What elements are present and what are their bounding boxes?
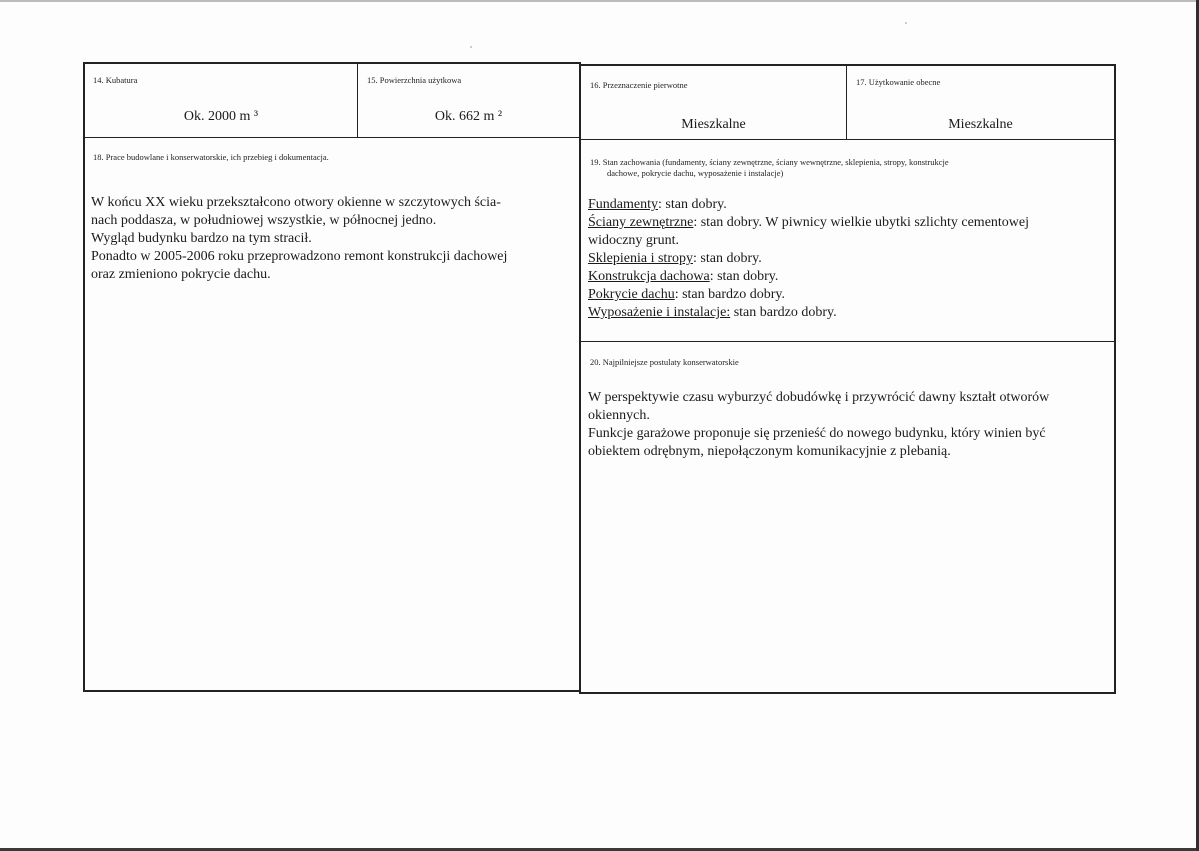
field-text [588,389,1049,461]
condition-item [588,268,1029,286]
field-label: 14. Kubatura [93,75,138,85]
field-label-cont: dachowe, pokrycie dachu, wyposażenie i instalacje) [607,168,784,178]
scan-edge-top [0,0,1199,2]
field-label: 19. Stan zachowania (fundamenty, ściany zewnętrzne, ściany wewnętrzne, sklepienia, stropy, konstrukcje [590,157,949,167]
field-text [91,194,507,284]
field-label: 15. Powierzchnia użytkowa [367,75,462,85]
condition-text: : stan dobry. W piwnicy wielkie ubytki szlichty cementowej [693,215,1030,230]
text-line: W perspektywie czasu wyburzyć dobudówkę i przywrócić dawny kształt otworów [588,390,1050,405]
condition-item [588,286,1029,304]
condition-term: Konstrukcja dachowa [588,269,710,284]
condition-item [588,232,1029,250]
text-line: Funkcje garażowe proponuje się przenieść do nowego budynku, który winien być [588,426,1046,441]
row-divider-19-20 [579,341,1116,342]
field-text [588,196,1029,322]
scan-speck [470,46,472,48]
text-line: Wygląd budynku bardzo na tym stracił. [91,231,312,246]
field-value: Mieszkalne [681,117,746,132]
border-left [83,62,85,691]
field-value: Mieszkalne [948,117,1013,132]
text-line: Ponadto w 2005-2006 roku przeprowadzono remont konstrukcji dachowej [91,249,508,264]
field-label: 17. Użytkowanie obecne [856,77,941,87]
row-divider-left [83,137,581,138]
border-top-right [579,64,1116,66]
row-divider-right [579,139,1116,140]
condition-text: : stan bardzo dobry. [674,287,785,302]
col-divider-14-15 [357,62,358,138]
condition-item [588,304,1029,322]
col-divider-main [579,62,581,692]
text-line: nach poddasza, w południowej wszystkie, w północnej jedno. [91,213,437,228]
condition-text: : stan dobry. [658,197,727,212]
text-line: oraz zmieniono pokrycie dachu. [91,267,271,282]
condition-item [588,196,1029,214]
field-label: 16. Przeznaczenie pierwotne [590,80,688,90]
condition-text: stan bardzo dobry. [730,305,837,320]
border-top-left [83,62,581,64]
field-label: 20. Najpilniejsze postulaty konserwatorskie [590,357,739,367]
field-value: Ok. 2000 m ³ [183,109,259,124]
text-line: W końcu XX wieku przekształcono otwory okienne w szczytowych ścia- [91,195,501,210]
condition-text: widoczny grunt. [588,233,679,248]
text-line: okiennych. [588,408,650,423]
field-label: 18. Prace budowlane i konserwatorskie, ich przebieg i dokumentacja. [93,152,329,162]
condition-term: Fundamenty [588,197,658,212]
condition-item [588,214,1029,232]
text-line: obiektem odrębnym, niepołączonym komunikacyjnie z plebanią. [588,444,951,459]
condition-term: Pokrycie dachu [588,287,675,302]
border-bottom-left [83,690,581,692]
condition-text: : stan dobry. [693,251,762,266]
scan-speck [905,22,907,24]
condition-term: Ściany zewnętrzne [588,215,694,230]
condition-term: Wyposażenie i instalacje: [588,305,731,320]
condition-item [588,250,1029,268]
border-right [1114,64,1116,694]
field-value: Ok. 662 m ² [434,109,503,124]
condition-text: : stan dobry. [709,269,779,284]
border-bottom-right [579,692,1116,694]
condition-term: Sklepienia i stropy [588,251,693,266]
